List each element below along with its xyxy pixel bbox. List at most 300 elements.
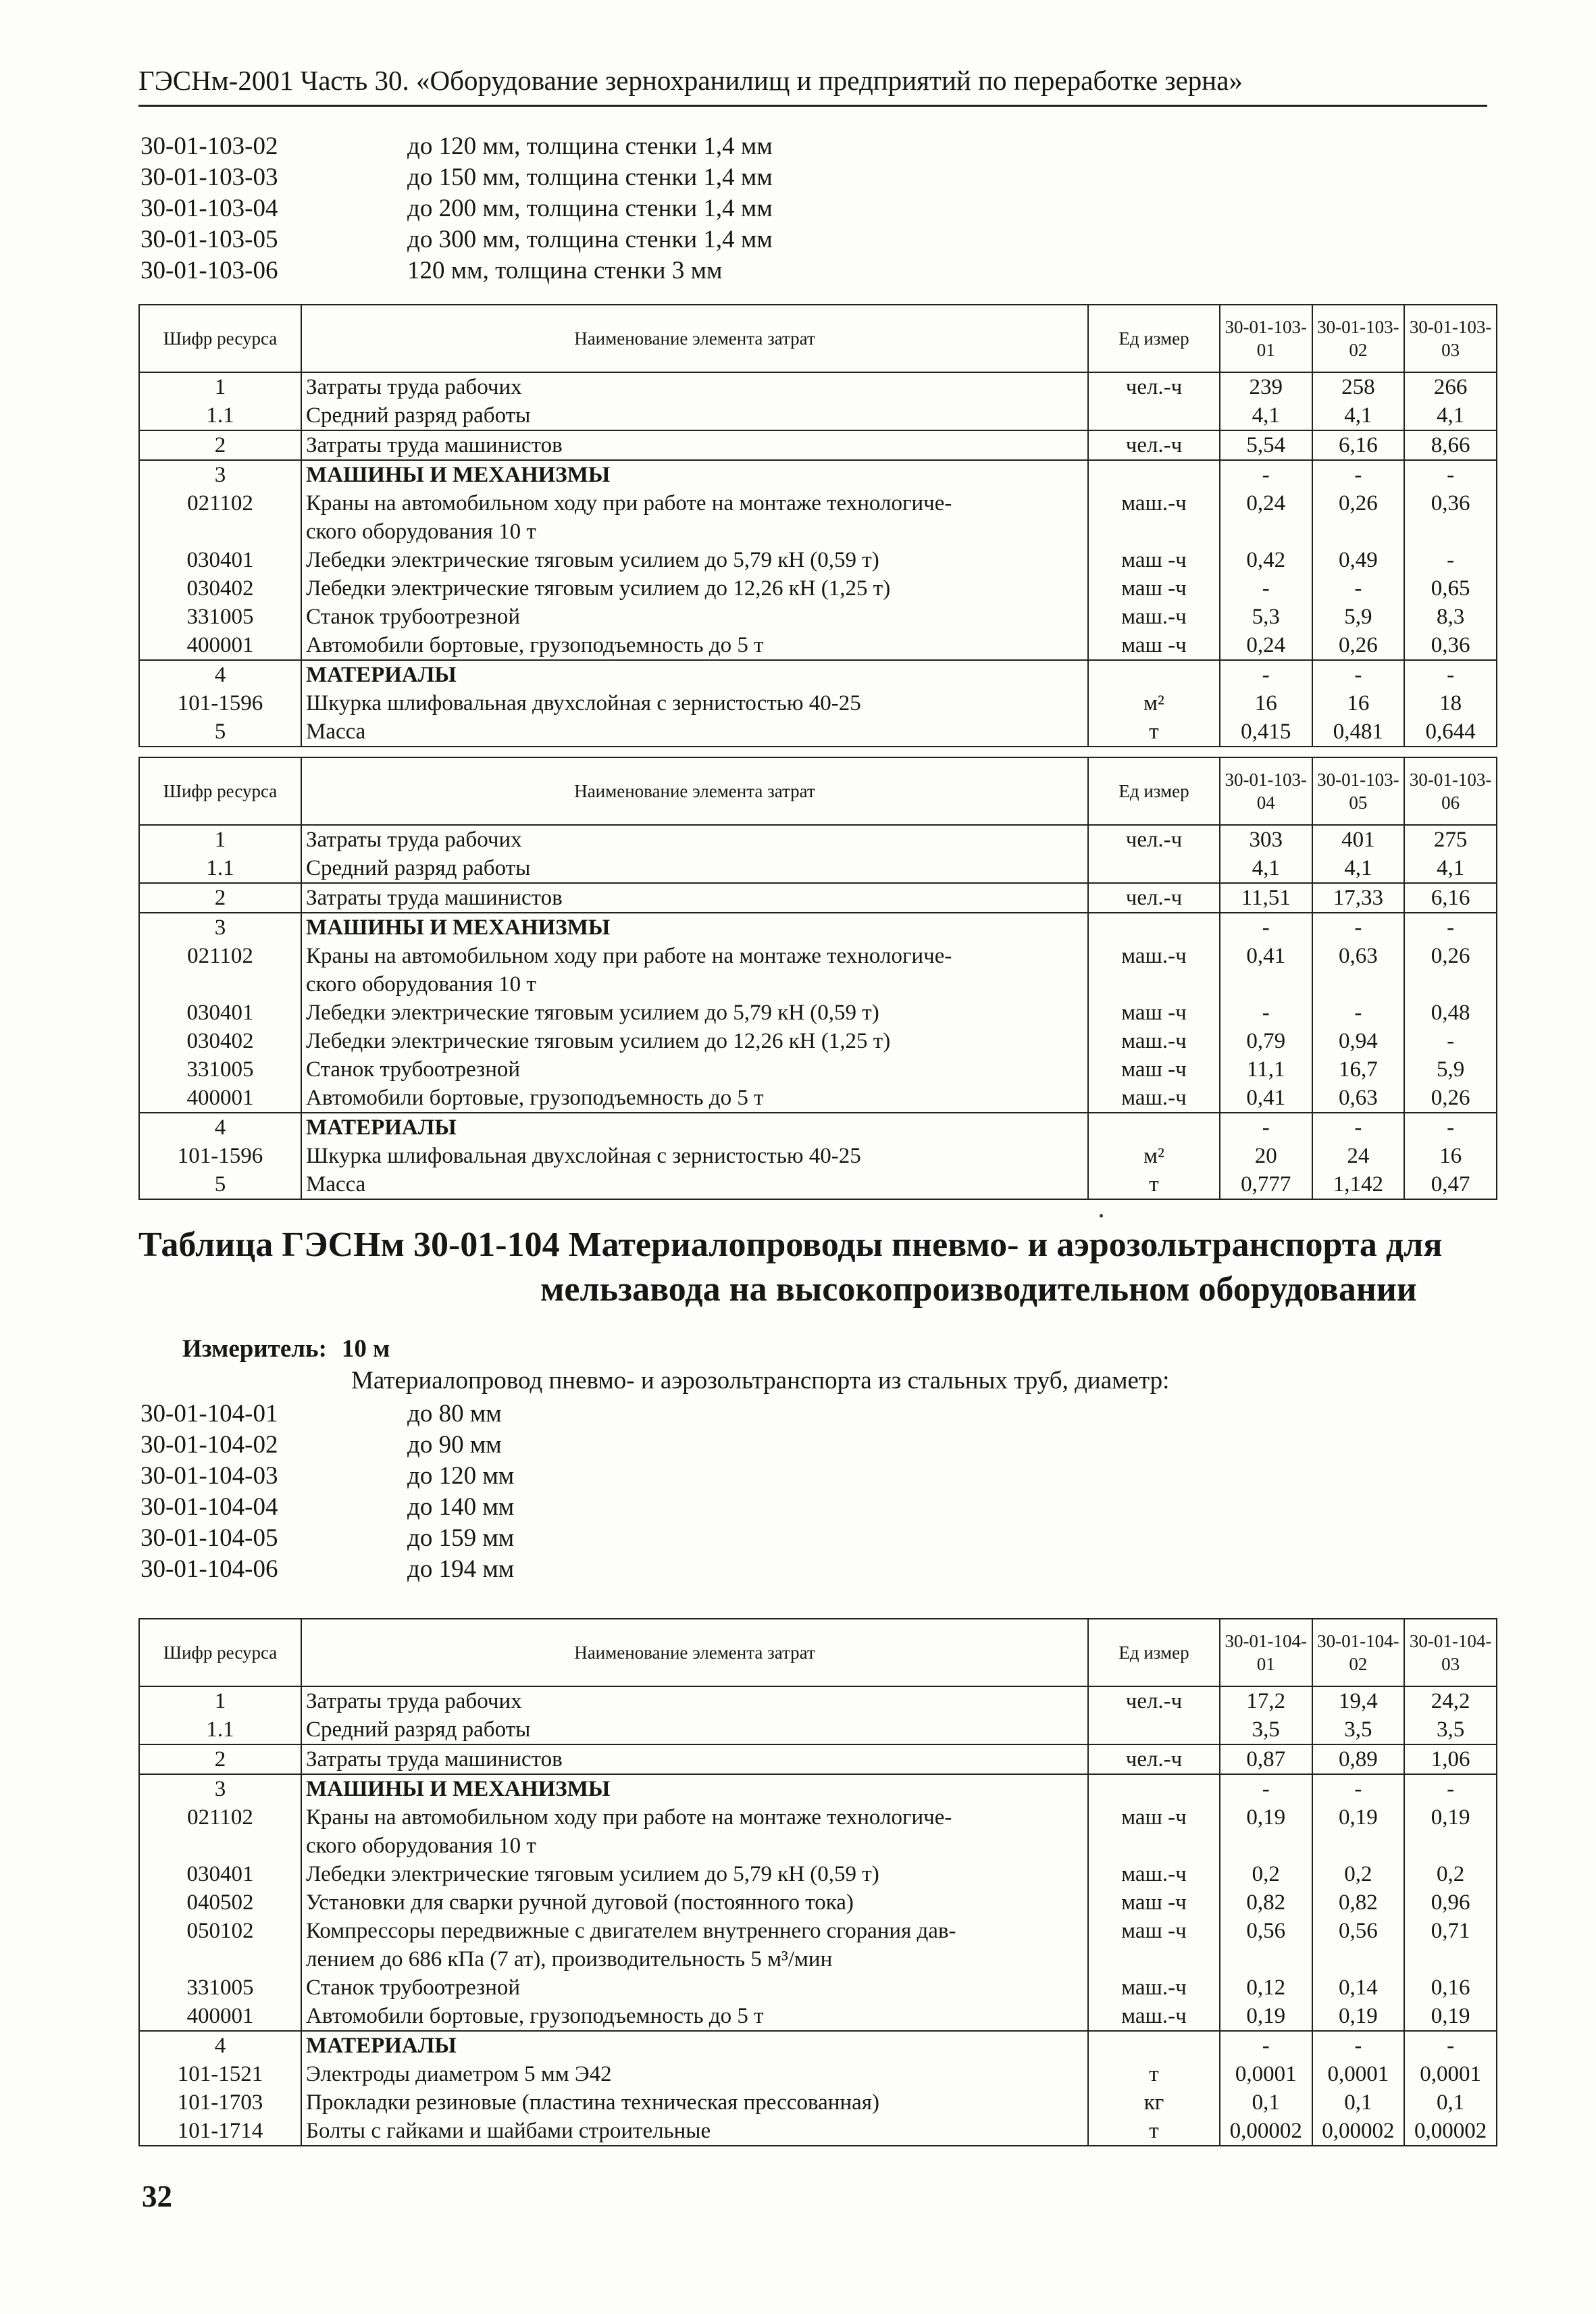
table-row <box>139 574 1497 603</box>
row-unit: т <box>1088 718 1220 747</box>
row-name <box>301 1715 1088 1744</box>
row-value: - <box>1404 1113 1497 1142</box>
col-header-variant: 30-01-104-01 <box>1220 1619 1312 1686</box>
row-name-line: Шкурка шлифовальная двухслойная с зернистостью 40-25 <box>306 1144 861 1168</box>
table-row <box>139 1027 1497 1055</box>
item-code: 30-01-103-06 <box>140 257 278 284</box>
row-name <box>301 1860 1088 1888</box>
col-header-variant: 30-01-103-02 <box>1312 305 1405 372</box>
row-value: - <box>1404 660 1497 689</box>
row-name <box>301 603 1088 631</box>
row-name-line: Станок трубоотрезной <box>306 1976 521 2000</box>
row-value: 0,2 <box>1404 1860 1497 1888</box>
row-value: 5,54 <box>1220 430 1312 460</box>
row-value: 4,1 <box>1312 401 1405 430</box>
row-value: 16,7 <box>1312 1055 1405 1084</box>
row-name-line: Станок трубоотрезной <box>306 605 521 629</box>
row-name <box>301 489 1088 546</box>
table-row <box>139 1686 1497 1715</box>
row-unit: маш -ч <box>1088 1888 1220 1917</box>
col-header-variant: 30-01-103-03 <box>1404 305 1497 372</box>
row-code: 4 <box>139 660 301 689</box>
row-unit: маш -ч <box>1088 546 1220 574</box>
row-name-line-2: ского оборудования 10 т <box>306 1834 536 1858</box>
row-name-line: Затраты труда рабочих <box>306 1689 522 1713</box>
row-value: 17,2 <box>1220 1686 1312 1715</box>
row-code: 1.1 <box>139 401 301 430</box>
row-name <box>301 1973 1088 2002</box>
row-code: 101-1596 <box>139 689 301 718</box>
row-name-line: МАТЕРИАЛЫ <box>306 1115 457 1140</box>
row-value: 16 <box>1404 1142 1497 1170</box>
row-unit: т <box>1088 2060 1220 2088</box>
row-code: 021102 <box>139 489 301 546</box>
table-row <box>139 1803 1497 1860</box>
title-line-1: Таблица ГЭСНм 30-01-104 Материалопроводы пневмо- и аэрозольтранспорта для <box>138 1226 1443 1264</box>
title-line-2: мельзавода на высокопроизводительном оборудовании <box>540 1270 1417 1309</box>
row-name-line: Лебедки электрические тяговым усилием до 5,79 кН (0,59 т) <box>306 548 879 572</box>
row-value: 0,2 <box>1312 1860 1405 1888</box>
row-code: 030401 <box>139 1860 301 1888</box>
row-value: 0,777 <box>1220 1170 1312 1199</box>
item-code: 30-01-104-05 <box>140 1524 278 1552</box>
row-value: - <box>1312 913 1405 942</box>
row-unit: маш.-ч <box>1088 942 1220 999</box>
meter-label: Измеритель: <box>182 1335 327 1363</box>
row-name-line: Затраты труда рабочих <box>306 375 522 399</box>
row-value: 8,3 <box>1404 603 1497 631</box>
row-unit: маш.-ч <box>1088 1084 1220 1113</box>
row-value: 0,1 <box>1312 2088 1405 2117</box>
row-value: 0,41 <box>1220 942 1312 999</box>
col-header-unit: Ед измер <box>1088 305 1220 372</box>
row-name <box>301 1113 1088 1142</box>
row-name-line: МАШИНЫ И МЕХАНИЗМЫ <box>306 463 611 487</box>
row-value: 0,26 <box>1404 942 1497 999</box>
row-value: 4,1 <box>1404 854 1497 883</box>
col-header-code: Шифр ресурса <box>139 1619 301 1686</box>
row-value: 0,24 <box>1220 631 1312 660</box>
row-value: 8,66 <box>1404 430 1497 460</box>
item-description: до 200 мм, толщина стенки 1,4 мм <box>407 195 773 222</box>
row-value: 0,19 <box>1404 1803 1497 1860</box>
item-description: до 194 мм <box>407 1555 515 1583</box>
row-value: - <box>1220 660 1312 689</box>
row-name-line: Краны на автомобильном ходу при работе на монтаже технологиче- <box>306 491 952 515</box>
row-unit <box>1088 401 1220 430</box>
row-value: 303 <box>1220 825 1312 854</box>
row-name <box>301 2088 1088 2117</box>
row-value: 0,00002 <box>1220 2117 1312 2146</box>
row-value: 0,0001 <box>1404 2060 1497 2088</box>
row-unit: т <box>1088 1170 1220 1199</box>
row-value: 0,96 <box>1404 1888 1497 1917</box>
row-unit <box>1088 2031 1220 2060</box>
row-value: 19,4 <box>1312 1686 1405 1715</box>
row-code: 030401 <box>139 546 301 574</box>
row-name <box>301 2117 1088 2146</box>
row-code: 101-1703 <box>139 2088 301 2117</box>
item-code: 30-01-103-04 <box>140 195 278 222</box>
row-code: 331005 <box>139 1055 301 1084</box>
row-name-line: МАТЕРИАЛЫ <box>306 2034 457 2058</box>
row-value: 0,47 <box>1404 1170 1497 1199</box>
row-value: 0,26 <box>1404 1084 1497 1113</box>
row-unit: кг <box>1088 2088 1220 2117</box>
col-header-code: Шифр ресурса <box>139 757 301 825</box>
row-value: 0,63 <box>1312 942 1405 999</box>
table-row <box>139 1715 1497 1744</box>
row-value: 0,82 <box>1312 1888 1405 1917</box>
row-unit: чел.-ч <box>1088 372 1220 401</box>
row-value: - <box>1312 2031 1405 2060</box>
row-value: 20 <box>1220 1142 1312 1170</box>
row-value: 1,06 <box>1404 1744 1497 1774</box>
row-code: 2 <box>139 883 301 913</box>
row-value: - <box>1312 460 1405 489</box>
row-name-line: Затраты труда машинистов <box>306 886 563 910</box>
row-code: 030402 <box>139 574 301 603</box>
row-code: 040502 <box>139 1888 301 1917</box>
row-value: 4,1 <box>1312 854 1405 883</box>
col-header-name: Наименование элемента затрат <box>301 1619 1088 1686</box>
row-code: 2 <box>139 430 301 460</box>
table-row <box>139 546 1497 574</box>
row-value: - <box>1312 574 1405 603</box>
row-unit <box>1088 854 1220 883</box>
row-value: - <box>1404 2031 1497 2060</box>
row-code: 101-1596 <box>139 1142 301 1170</box>
row-value: 258 <box>1312 372 1405 401</box>
row-name <box>301 1744 1088 1774</box>
row-unit: маш -ч <box>1088 1055 1220 1084</box>
row-unit: м² <box>1088 1142 1220 1170</box>
table-row <box>139 2031 1497 2060</box>
row-value: 24 <box>1312 1142 1405 1170</box>
table-title-104 <box>138 1223 1489 1312</box>
table-row <box>139 1170 1497 1199</box>
row-unit: маш.-ч <box>1088 1027 1220 1055</box>
table-row <box>139 1084 1497 1113</box>
row-value: 11,51 <box>1220 883 1312 913</box>
row-value: 18 <box>1404 689 1497 718</box>
row-value: 0,19 <box>1220 1803 1312 1860</box>
row-value: 0,41 <box>1220 1084 1312 1113</box>
table-row <box>139 1142 1497 1170</box>
row-name-line: Лебедки электрические тяговым усилием до 12,26 кН (1,25 т) <box>306 576 891 601</box>
cost-table-103-a <box>138 304 1497 747</box>
row-value: 0,0001 <box>1312 2060 1405 2088</box>
cost-table-103-b <box>138 757 1497 1200</box>
col-header-variant: 30-01-103-05 <box>1312 757 1405 825</box>
table-row <box>139 372 1497 401</box>
row-name <box>301 1142 1088 1170</box>
header-row <box>139 757 1497 825</box>
row-name <box>301 999 1088 1027</box>
row-unit <box>1088 913 1220 942</box>
row-code: 5 <box>139 718 301 747</box>
table-row <box>139 999 1497 1027</box>
row-value: 0,48 <box>1404 999 1497 1027</box>
item-description: до 140 мм <box>407 1493 515 1521</box>
row-name-line: Затраты труда рабочих <box>306 828 522 852</box>
item-description: до 80 мм <box>407 1400 502 1428</box>
row-name <box>301 2031 1088 2060</box>
row-code: 1 <box>139 1686 301 1715</box>
row-unit <box>1088 660 1220 689</box>
row-value: 275 <box>1404 825 1497 854</box>
row-value: - <box>1404 1774 1497 1803</box>
row-name-line-2: лением до 686 кПа (7 ат), производительность 5 м³/мин <box>306 1947 833 1971</box>
col-header-name: Наименование элемента затрат <box>301 305 1088 372</box>
row-value: - <box>1404 460 1497 489</box>
row-unit: маш -ч <box>1088 574 1220 603</box>
col-header-unit: Ед измер <box>1088 757 1220 825</box>
header-row <box>139 1619 1497 1686</box>
row-value: 0,19 <box>1312 1803 1405 1860</box>
row-value: 0,19 <box>1404 2002 1497 2031</box>
row-name-line: Прокладки резиновые (пластина техническая прессованная) <box>306 2090 879 2115</box>
row-value: 4,1 <box>1220 401 1312 430</box>
row-code: 050102 <box>139 1917 301 1973</box>
row-value: 6,16 <box>1312 430 1405 460</box>
col-header-variant: 30-01-103-06 <box>1404 757 1497 825</box>
table-row <box>139 854 1497 883</box>
row-name-line: Компрессоры передвижные с двигателем внутреннего сгорания дав- <box>306 1919 956 1943</box>
table-row <box>139 460 1497 489</box>
row-code: 5 <box>139 1170 301 1199</box>
row-unit: маш.-ч <box>1088 489 1220 546</box>
row-value: 0,26 <box>1312 631 1405 660</box>
row-name <box>301 660 1088 689</box>
row-value: 5,9 <box>1404 1055 1497 1084</box>
row-name <box>301 1774 1088 1803</box>
row-code: 3 <box>139 913 301 942</box>
row-name-line: Болты с гайками и шайбами строительные <box>306 2119 711 2143</box>
row-value: 17,33 <box>1312 883 1405 913</box>
row-code: 400001 <box>139 2002 301 2031</box>
row-value: 0,87 <box>1220 1744 1312 1774</box>
item-description: до 150 мм, толщина стенки 1,4 мм <box>407 164 773 191</box>
table-row <box>139 689 1497 718</box>
row-unit: маш.-ч <box>1088 2002 1220 2031</box>
row-unit: чел.-ч <box>1088 825 1220 854</box>
row-value: - <box>1404 1027 1497 1055</box>
row-name-line: МАШИНЫ И МЕХАНИЗМЫ <box>306 1777 611 1801</box>
row-name <box>301 1888 1088 1917</box>
table-row <box>139 401 1497 430</box>
row-name <box>301 401 1088 430</box>
row-name <box>301 430 1088 460</box>
row-value: 4,1 <box>1404 401 1497 430</box>
row-unit: т <box>1088 2117 1220 2146</box>
row-value: 0,1 <box>1220 2088 1312 2117</box>
row-name-line: Масса <box>306 1172 366 1197</box>
row-value: 4,1 <box>1220 854 1312 883</box>
item-code: 30-01-103-05 <box>140 226 278 253</box>
row-value: 0,1 <box>1404 2088 1497 2117</box>
row-name <box>301 1917 1088 1973</box>
row-name-line: Установки для сварки ручной дуговой (постоянного тока) <box>306 1890 854 1915</box>
row-value: 0,89 <box>1312 1744 1405 1774</box>
row-value: 0,42 <box>1220 546 1312 574</box>
table-row <box>139 1744 1497 1774</box>
row-code: 101-1521 <box>139 2060 301 2088</box>
row-name-line: Средний разряд работы <box>306 856 531 880</box>
row-value: - <box>1404 546 1497 574</box>
item-code: 30-01-104-02 <box>140 1431 278 1459</box>
row-code: 3 <box>139 1774 301 1803</box>
row-value: 0,49 <box>1312 546 1405 574</box>
row-name <box>301 1170 1088 1199</box>
row-code: 4 <box>139 2031 301 2060</box>
row-name-line: Затраты труда машинистов <box>306 433 563 457</box>
row-code: 3 <box>139 460 301 489</box>
row-code: 030401 <box>139 999 301 1027</box>
row-name <box>301 689 1088 718</box>
item-description: до 300 мм, толщина стенки 1,4 мм <box>407 226 773 253</box>
row-unit: чел.-ч <box>1088 1744 1220 1774</box>
section-description: Материалопровод пневмо- и аэрозольтранспорта из стальных труб, диаметр: <box>351 1367 1170 1394</box>
row-value: - <box>1312 1113 1405 1142</box>
table-row <box>139 1973 1497 2002</box>
table-row <box>139 2088 1497 2117</box>
row-unit: чел.-ч <box>1088 1686 1220 1715</box>
table-row <box>139 660 1497 689</box>
item-code: 30-01-104-04 <box>140 1493 278 1521</box>
row-value: 16 <box>1312 689 1405 718</box>
row-value: 1,142 <box>1312 1170 1405 1199</box>
row-name-line: Средний разряд работы <box>306 1717 531 1742</box>
row-code: 021102 <box>139 1803 301 1860</box>
table-row <box>139 1113 1497 1142</box>
row-value: 0,94 <box>1312 1027 1405 1055</box>
row-unit: маш.-ч <box>1088 603 1220 631</box>
row-name <box>301 2060 1088 2088</box>
row-unit: маш -ч <box>1088 631 1220 660</box>
row-name <box>301 1803 1088 1860</box>
row-name-line: Краны на автомобильном ходу при работе на монтаже технологиче- <box>306 1805 952 1830</box>
row-name <box>301 1027 1088 1055</box>
row-unit: чел.-ч <box>1088 430 1220 460</box>
row-name <box>301 1686 1088 1715</box>
row-code: 331005 <box>139 603 301 631</box>
row-name <box>301 718 1088 747</box>
row-value: 3,5 <box>1404 1715 1497 1744</box>
col-header-name: Наименование элемента затрат <box>301 757 1088 825</box>
row-unit: м² <box>1088 689 1220 718</box>
table-row <box>139 2060 1497 2088</box>
row-code: 1.1 <box>139 854 301 883</box>
row-value: 16 <box>1220 689 1312 718</box>
row-code: 101-1714 <box>139 2117 301 2146</box>
row-unit <box>1088 1113 1220 1142</box>
row-value: - <box>1220 1113 1312 1142</box>
row-name <box>301 825 1088 854</box>
row-name-line: Шкурка шлифовальная двухслойная с зернистостью 40-25 <box>306 691 861 715</box>
row-value: - <box>1220 460 1312 489</box>
page-header: ГЭСНм-2001 Часть 30. «Оборудование зернохранилищ и предприятий по переработке зерна» <box>138 65 1243 96</box>
row-value: 11,1 <box>1220 1055 1312 1084</box>
row-code: 030402 <box>139 1027 301 1055</box>
row-unit: чел.-ч <box>1088 883 1220 913</box>
row-name-line: Электроды диаметром 5 мм Э42 <box>306 2062 612 2086</box>
row-value: 0,0001 <box>1220 2060 1312 2088</box>
row-name <box>301 2002 1088 2031</box>
row-value: - <box>1312 999 1405 1027</box>
row-value: - <box>1312 1774 1405 1803</box>
table-row <box>139 1917 1497 1973</box>
row-name-line-2: ского оборудования 10 т <box>306 520 536 544</box>
row-value: 0,481 <box>1312 718 1405 747</box>
table-row <box>139 603 1497 631</box>
row-code: 021102 <box>139 942 301 999</box>
row-unit: маш.-ч <box>1088 1973 1220 2002</box>
row-value: - <box>1312 660 1405 689</box>
row-name <box>301 372 1088 401</box>
row-value: 239 <box>1220 372 1312 401</box>
row-unit: маш -ч <box>1088 999 1220 1027</box>
page-number: 32 <box>142 2180 172 2213</box>
row-value: 3,5 <box>1312 1715 1405 1744</box>
row-value: 0,00002 <box>1404 2117 1497 2146</box>
row-name-line: МАТЕРИАЛЫ <box>306 663 457 687</box>
col-header-variant: 30-01-103-04 <box>1220 757 1312 825</box>
table-row <box>139 883 1497 913</box>
row-code: 400001 <box>139 631 301 660</box>
meter-value: 10 м <box>341 1335 390 1363</box>
row-value: 5,9 <box>1312 603 1405 631</box>
row-name <box>301 1055 1088 1084</box>
row-name <box>301 460 1088 489</box>
item-code: 30-01-104-01 <box>140 1400 278 1428</box>
row-value: 0,19 <box>1220 2002 1312 2031</box>
row-value: - <box>1404 913 1497 942</box>
row-code: 1 <box>139 825 301 854</box>
row-value: 401 <box>1312 825 1405 854</box>
row-code: 2 <box>139 1744 301 1774</box>
row-value: 0,79 <box>1220 1027 1312 1055</box>
item-description: до 159 мм <box>407 1524 515 1552</box>
table-row <box>139 2117 1497 2146</box>
header-row <box>139 305 1497 372</box>
row-value: 0,56 <box>1312 1917 1405 1973</box>
row-value: 0,26 <box>1312 489 1405 546</box>
row-name <box>301 854 1088 883</box>
row-value: 0,63 <box>1312 1084 1405 1113</box>
row-name-line: Лебедки электрические тяговым усилием до 12,26 кН (1,25 т) <box>306 1029 891 1053</box>
table-row <box>139 2002 1497 2031</box>
col-header-variant: 30-01-103-01 <box>1220 305 1312 372</box>
col-header-unit: Ед измер <box>1088 1619 1220 1686</box>
item-description: до 120 мм, толщина стенки 1,4 мм <box>407 132 773 160</box>
speck-mark <box>1100 1214 1103 1217</box>
row-value: 0,71 <box>1404 1917 1497 1973</box>
row-value: 0,415 <box>1220 718 1312 747</box>
table-row <box>139 942 1497 999</box>
row-name-line: Краны на автомобильном ходу при работе на монтаже технологиче- <box>306 944 952 968</box>
row-value: 6,16 <box>1404 883 1497 913</box>
row-value: 0,00002 <box>1312 2117 1405 2146</box>
row-value: - <box>1220 999 1312 1027</box>
row-value: 3,5 <box>1220 1715 1312 1744</box>
row-name-line: Лебедки электрические тяговым усилием до 5,79 кН (0,59 т) <box>306 1862 879 1886</box>
row-name-line: Автомобили бортовые, грузоподъемность до 5 т <box>306 633 764 657</box>
row-value: 0,36 <box>1404 631 1497 660</box>
row-value: 24,2 <box>1404 1686 1497 1715</box>
table-row <box>139 718 1497 747</box>
row-name-line: Затраты труда машинистов <box>306 1747 563 1771</box>
